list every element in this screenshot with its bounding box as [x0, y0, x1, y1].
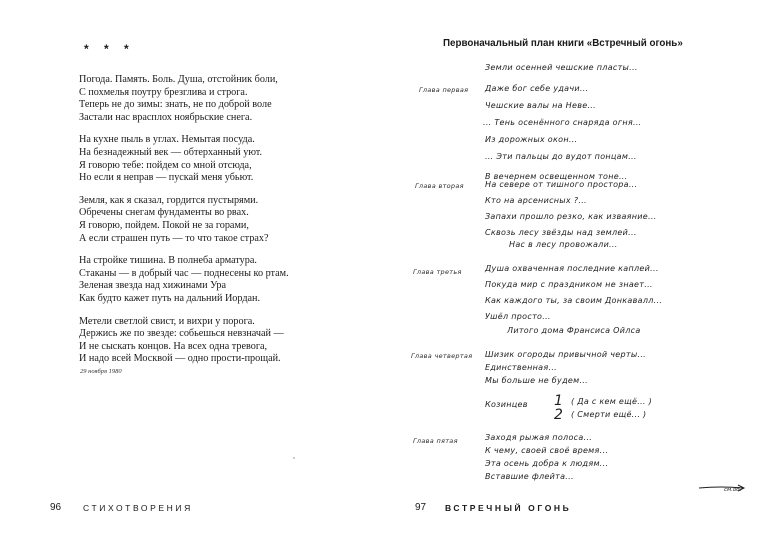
manuscript-line: ... Тень осенённого снаряда огня...: [483, 118, 642, 127]
poem-line: Земля, как я сказал, гордится пустырями.: [79, 194, 259, 206]
manuscript-author: Козинцев: [485, 400, 528, 409]
poem-line: На кухне пыль в углах. Немытая посуда.: [79, 134, 255, 146]
stanza-1: [79, 74, 339, 124]
manuscript-line: Сквозь лесу звёзды над землей...: [485, 228, 637, 237]
poem-line: Застали нас врасплох ноябрьские снега.: [79, 111, 253, 123]
stanza-5: [79, 316, 339, 366]
manuscript-line: Шизик огороды привычной черты...: [485, 350, 647, 359]
poem-line: Я говорю, пойдем. Покой не за горами,: [79, 219, 249, 231]
manuscript-line: Единственная...: [485, 363, 558, 372]
poem-line: Погода. Память. Боль. Душа, отстойник боли,: [79, 74, 278, 85]
chapter-label-2: Глава вторая: [415, 182, 464, 190]
manuscript-line: Из дорожных окон...: [485, 135, 578, 144]
stanza-3: [79, 195, 339, 245]
manuscript-line: Чешские валы на Неве...: [485, 101, 596, 110]
manuscript-line: Вставшие флейта...: [485, 472, 574, 481]
poem-line: Обречены снегам фундаменты во рвах.: [79, 207, 249, 219]
manuscript-note: ( Да с кем ещё... ): [571, 397, 653, 406]
poem-line: Я говорю тебе: пойдем со мной отсюда,: [79, 159, 252, 171]
manuscript-line: Мы больше не будем...: [485, 376, 588, 385]
poem-line: На стройке тишина. В полнеба арматура.: [79, 255, 257, 267]
section-stars: * * *: [84, 42, 130, 56]
poem-line: Как будто кажет путь на дальний Иордан.: [79, 292, 261, 304]
poem-line: И не сыскать концов. На всех одна тревога,: [79, 340, 268, 352]
poem-line: Держись же по звезде: собьешься невзначай —: [79, 328, 284, 340]
see-reverse-note: см.об.: [724, 487, 742, 493]
running-title-left: СТИХОТВОРЕНИЯ: [83, 503, 193, 513]
manuscript-line: На севере от тишного простора...: [485, 180, 638, 189]
poem-line: А если страшен путь — то что такое страх?: [79, 232, 269, 244]
poem-line: Метели светлой свист, и вихри у порога.: [79, 315, 255, 327]
poem-line: Зеленая звезда над хижинами Ура: [79, 280, 227, 292]
stanza-4: [79, 255, 339, 305]
manuscript-line: Как каждого ты, за своим Донкавалл...: [485, 296, 663, 305]
manuscript-line: Кто на арсенисных ?...: [485, 196, 587, 205]
running-title-right: ВСТРЕЧНЫЙ ОГОНЬ: [445, 503, 572, 513]
poem-line: Стаканы — в добрый час — поднесены ко ртам.: [79, 267, 289, 279]
manuscript-number: 2: [554, 407, 564, 423]
poem-line: С похмелья поутру брезглива и строга.: [79, 86, 248, 98]
poem: [79, 74, 339, 376]
poem-line: Но если я неправ — пускай меня убьют.: [79, 172, 254, 184]
manuscript-line: Заходя рыжая полоса...: [485, 433, 593, 442]
right-page: [381, 0, 763, 540]
manuscript-line: Нас в лесу провожали...: [509, 240, 618, 249]
poem-line: На безнадежный век — обтерханный уют.: [79, 146, 263, 158]
chapter-label-3: Глава третья: [413, 268, 462, 276]
poem-line: И надо всей Москвой — одно прости-прощай.: [79, 353, 281, 365]
page-dot: [293, 457, 295, 459]
manuscript-note: ( Смерти ещё... ): [571, 410, 647, 419]
manuscript-line: К чему, своей своё время...: [485, 446, 609, 455]
poem-date: 29 ноября 1980: [80, 368, 122, 375]
page-number-right: 97: [415, 502, 427, 513]
manuscript-line: ... Эти пальцы до вудот понцам...: [485, 152, 637, 161]
chapter-label-4: Глава четвертая: [411, 352, 473, 360]
manuscript-line: Даже бог себе удачи...: [485, 84, 589, 93]
manuscript-number: 1: [554, 393, 564, 409]
manuscript-line: Запахи прошло резко, как изваяние...: [485, 212, 657, 221]
manuscript-line: Эта осень добра к людям...: [485, 459, 609, 468]
manuscript-epigraph: Земли осенней чешские пласты...: [485, 63, 638, 72]
manuscript-line: Ушёл просто...: [485, 312, 551, 321]
stanza-2: [79, 134, 339, 184]
poem-line: Теперь не до зимы: знать, не по доброй воле: [79, 99, 272, 111]
left-page: [0, 0, 381, 540]
manuscript-line: В вечернем освещенном тоне...: [485, 172, 628, 181]
page-heading: Первоначальный план книги «Встречный огонь»: [443, 38, 683, 49]
manuscript-line: Литого дома Франсиса Ойлса: [507, 326, 641, 335]
chapter-label-1: Глава первая: [419, 86, 469, 94]
manuscript-line: Душа охваченная последние каплей...: [485, 264, 659, 273]
chapter-label-5: Глава пятая: [413, 437, 458, 445]
page-number-left: 96: [50, 502, 62, 513]
manuscript-line: Покуда мир с праздником не знает...: [485, 280, 653, 289]
